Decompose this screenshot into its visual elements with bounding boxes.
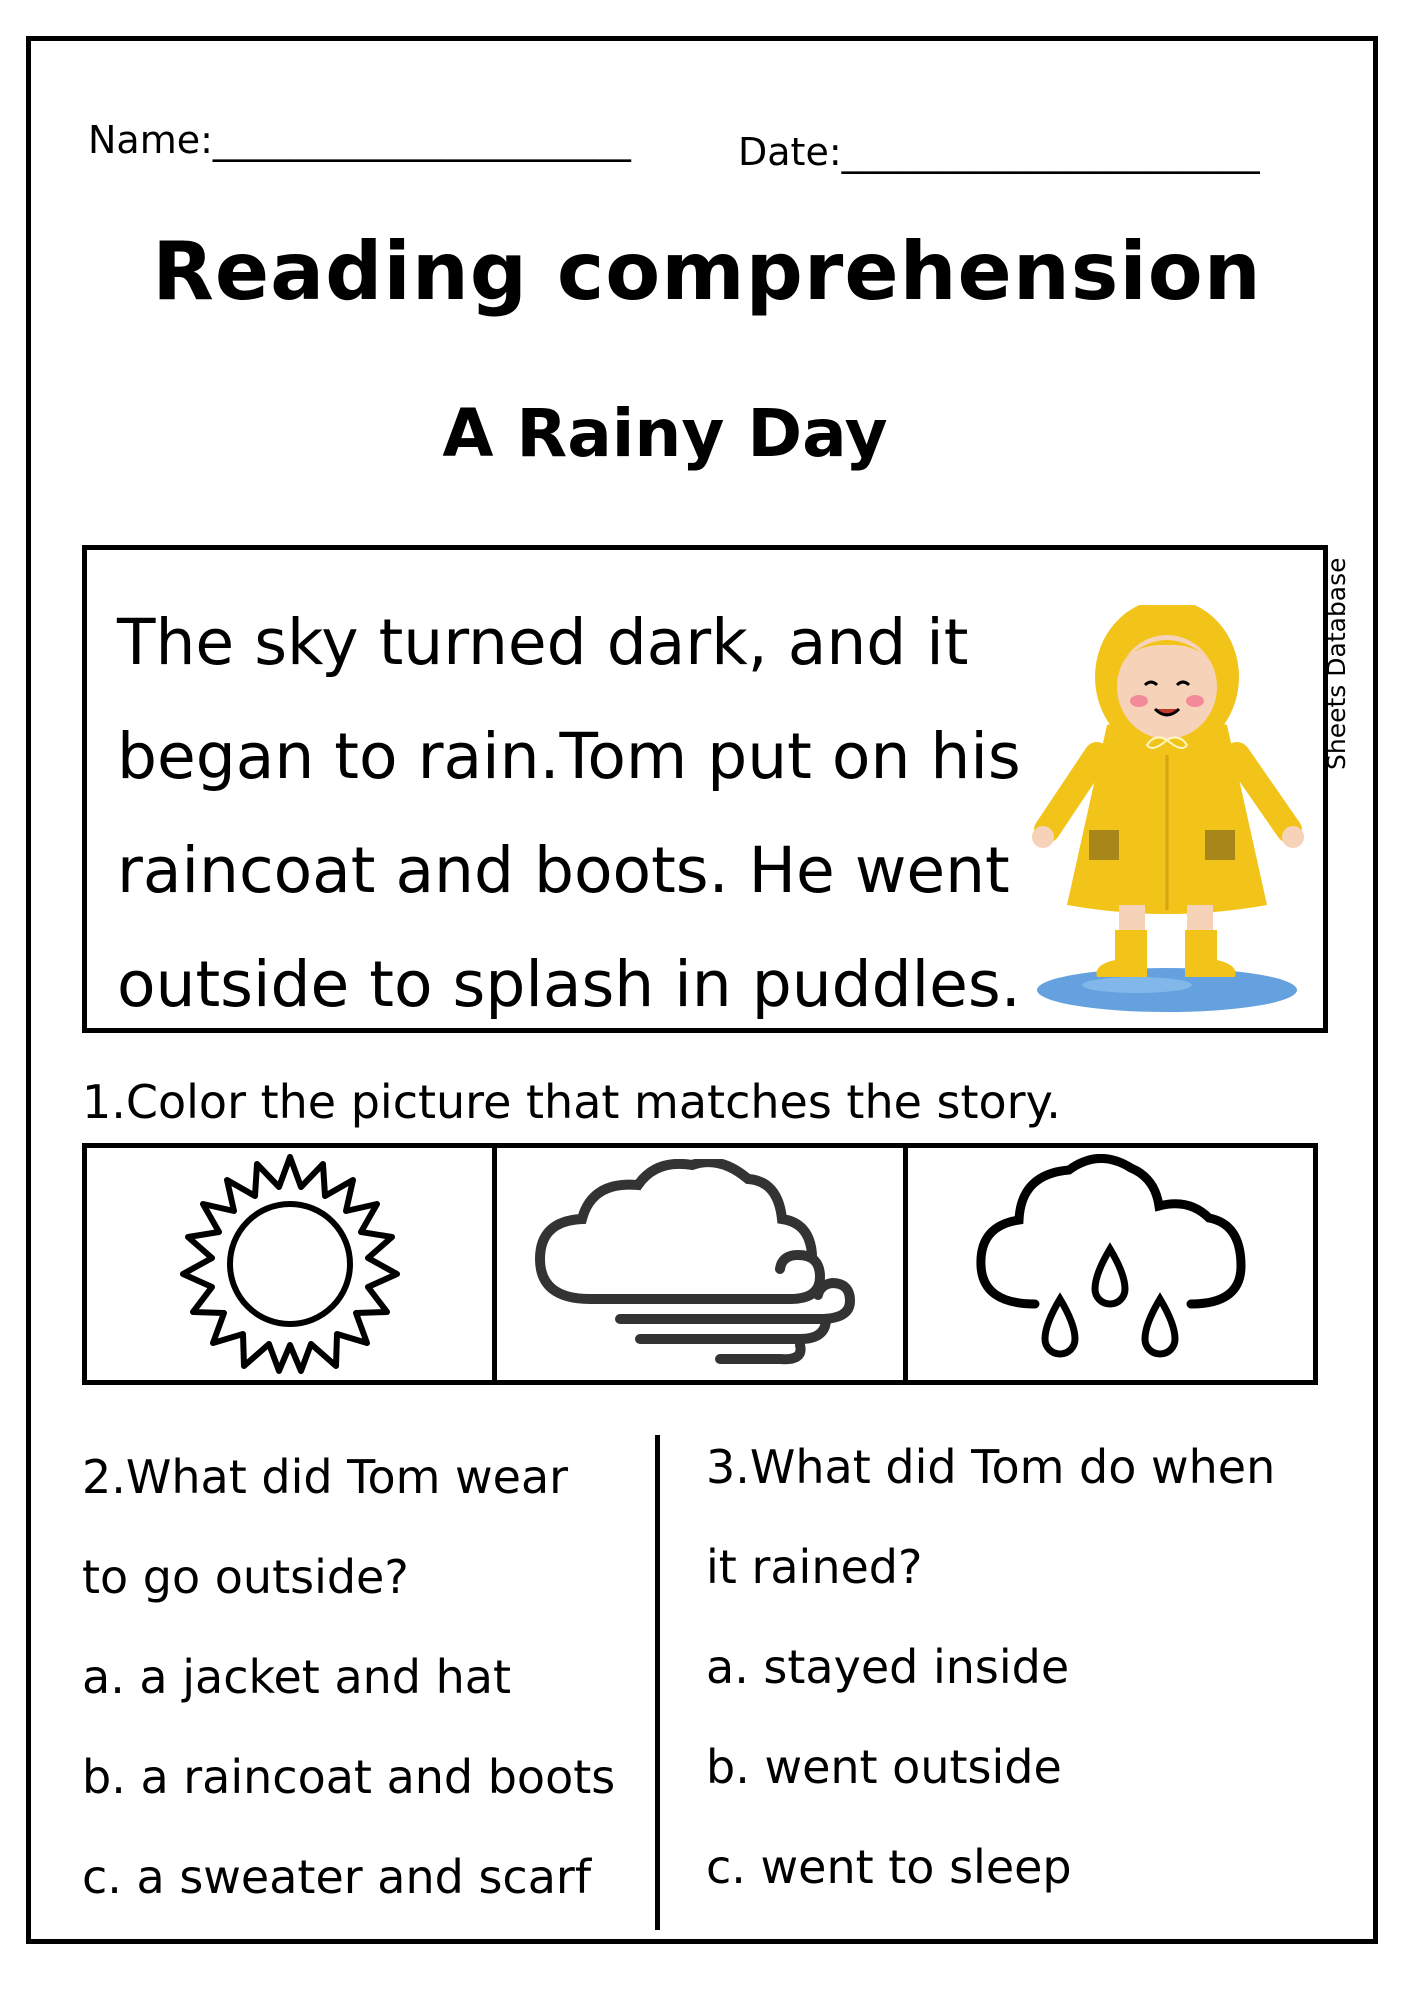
question-3 <box>706 1440 1275 1940</box>
story-line: The sky turned dark, and it <box>117 606 969 679</box>
question-3-line: it rained? <box>706 1540 923 1594</box>
choice-windy[interactable] <box>492 1148 902 1380</box>
story-title: A Rainy Day <box>442 395 888 472</box>
page-title: Reading comprehension <box>152 225 1262 318</box>
windy-cloud-icon <box>520 1159 880 1369</box>
question-1: 1.Color the picture that matches the story. <box>82 1075 1061 1129</box>
story-text <box>117 586 1037 1042</box>
story-line: began to rain.Tom put on his <box>117 720 1021 793</box>
question-2-option-a[interactable]: a. a jacket and hat <box>82 1650 512 1704</box>
name-field[interactable]: Name:______________________ <box>88 118 631 162</box>
choice-sunny[interactable] <box>87 1148 492 1380</box>
question-2-line: to go outside? <box>82 1550 409 1604</box>
question-3-option-a[interactable]: a. stayed inside <box>706 1640 1070 1694</box>
story-line: raincoat and boots. He went <box>117 834 1010 907</box>
rain-cloud-icon <box>965 1154 1255 1374</box>
question-2 <box>82 1450 615 1950</box>
sun-icon <box>175 1149 405 1379</box>
question-3-option-b[interactable]: b. went outside <box>706 1740 1062 1794</box>
column-divider <box>655 1435 660 1930</box>
raincoat-boy-illustration <box>1027 605 1317 1025</box>
question-2-line: 2.What did Tom wear <box>82 1450 569 1504</box>
question-3-option-c[interactable]: c. went to sleep <box>706 1840 1072 1894</box>
question-3-line: 3.What did Tom do when <box>706 1440 1276 1494</box>
story-line: outside to splash in puddles. <box>117 948 1021 1021</box>
story-box <box>82 545 1328 1033</box>
picture-choices <box>82 1143 1318 1385</box>
question-2-option-c[interactable]: c. a sweater and scarf <box>82 1850 592 1904</box>
question-2-option-b[interactable]: b. a raincoat and boots <box>82 1750 616 1804</box>
watermark: Sheets Database <box>1322 557 1351 770</box>
choice-rainy[interactable] <box>903 1148 1313 1380</box>
date-field[interactable]: Date:______________________ <box>738 130 1260 174</box>
